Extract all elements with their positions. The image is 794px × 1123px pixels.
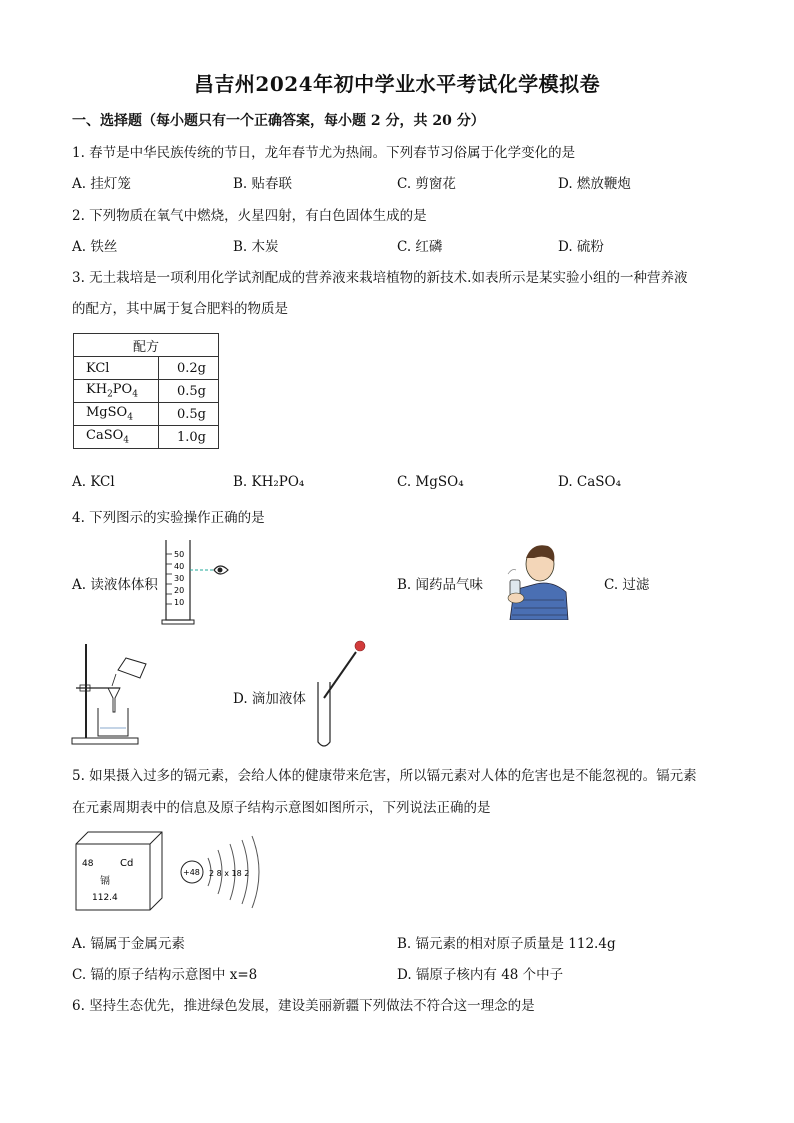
- recipe-row-value: 0.2g: [159, 357, 219, 380]
- cylinder-tick-label: 30: [174, 574, 185, 583]
- q1-option-a[interactable]: A. 挂灯笼: [72, 176, 131, 192]
- recipe-row-name: KCl: [74, 357, 159, 380]
- q3-option-b[interactable]: B. KH₂PO₄: [233, 474, 305, 490]
- q5-option-b[interactable]: B. 镉元素的相对原子质量是 112.4g: [397, 936, 616, 952]
- q3-option-c[interactable]: C. MgSO₄: [397, 474, 464, 490]
- element-symbol: Cd: [120, 858, 134, 869]
- periodic-table-cell-figure: [74, 830, 164, 914]
- eye-icon: [214, 566, 228, 574]
- recipe-row-value: 0.5g: [159, 403, 219, 426]
- nucleus-charge: +48: [183, 868, 200, 877]
- question-3-stem-line2: 的配方，其中属于复合肥料的物质是: [72, 301, 288, 317]
- q4-option-d[interactable]: D. 滴加液体: [233, 691, 306, 707]
- recipe-table: [73, 333, 219, 449]
- atomic-mass: 112.4: [92, 893, 118, 903]
- question-2-stem: 2. 下列物质在氧气中燃烧，火星四射，有白色固体生成的是: [72, 208, 427, 224]
- recipe-row-value: 0.5g: [159, 380, 219, 403]
- q4-option-b[interactable]: B. 闻药品气味: [397, 577, 484, 593]
- recipe-row-name: $KH_2PO_4$: [74, 380, 159, 403]
- dropper-test-tube-figure: [312, 636, 372, 752]
- graduated-cylinder-figure: [160, 538, 236, 626]
- question-5-stem-line1: 5. 如果摄入过多的镉元素，会给人体的健康带来危害，所以镉元素对人体的危害也是不能忽视的。镉元素: [72, 768, 697, 784]
- q1-option-c[interactable]: C. 剪窗花: [397, 176, 456, 192]
- q2-option-a[interactable]: A. 铁丝: [72, 239, 118, 255]
- question-1-stem: 1. 春节是中华民族传统的节日，龙年春节尤为热闹。下列春节习俗属于化学变化的是: [72, 145, 576, 161]
- q2-option-d[interactable]: D. 硫粉: [558, 239, 604, 255]
- cylinder-tick-label: 20: [174, 586, 185, 595]
- smelling-person-figure: [496, 540, 572, 620]
- recipe-table-header: 配方: [74, 334, 219, 357]
- cylinder-tick-label: 10: [174, 598, 185, 607]
- q4-option-a[interactable]: A. 读液体体积: [72, 577, 158, 593]
- question-3-stem-line1: 3. 无土栽培是一项利用化学试剂配成的营养液来栽培植物的新技术.如表所示是某实验小组的一种营养液: [72, 270, 688, 286]
- atomic-number: 48: [82, 859, 94, 869]
- section-heading: 一、选择题（每小题只有一个正确答案，每小题 2 分，共 20 分）: [72, 113, 485, 129]
- recipe-row-value: 1.0g: [159, 426, 219, 449]
- cylinder-tick-label: 50: [174, 550, 185, 559]
- question-6-stem: 6. 坚持生态优先，推进绿色发展，建设美丽新疆下列做法不符合这一理念的是: [72, 998, 535, 1014]
- q5-option-a[interactable]: A. 镉属于金属元素: [72, 936, 185, 952]
- q5-option-d[interactable]: D. 镉原子核内有 48 个中子: [397, 967, 564, 983]
- cylinder-tick-label: 40: [174, 562, 185, 571]
- q1-option-d[interactable]: D. 燃放鞭炮: [558, 176, 631, 192]
- q3-option-a[interactable]: A. KCl: [72, 474, 115, 490]
- filtration-apparatus-figure: [70, 640, 166, 746]
- q2-option-c[interactable]: C. 红磷: [397, 239, 443, 255]
- recipe-row-name: MgSO$_4$: [74, 403, 159, 426]
- q2-option-b[interactable]: B. 木炭: [233, 239, 279, 255]
- recipe-row-name: CaSO$_4$: [74, 426, 159, 449]
- q5-option-c[interactable]: C. 镉的原子结构示意图中 x=8: [72, 967, 258, 983]
- page-title: 昌吉州2024年初中学业水平考试化学模拟卷: [193, 72, 601, 96]
- element-name: 镉: [100, 876, 110, 887]
- q3-option-d[interactable]: D. CaSO₄: [558, 474, 622, 490]
- q4-option-c[interactable]: C. 过滤: [604, 577, 650, 593]
- question-4-stem: 4. 下列图示的实验操作正确的是: [72, 510, 265, 526]
- atomic-structure-figure: [178, 832, 264, 912]
- electron-shells: 2 8 x 18 2: [209, 869, 250, 878]
- q1-option-b[interactable]: B. 贴春联: [233, 176, 293, 192]
- question-5-stem-line2: 在元素周期表中的信息及原子结构示意图如图所示，下列说法正确的是: [72, 800, 491, 816]
